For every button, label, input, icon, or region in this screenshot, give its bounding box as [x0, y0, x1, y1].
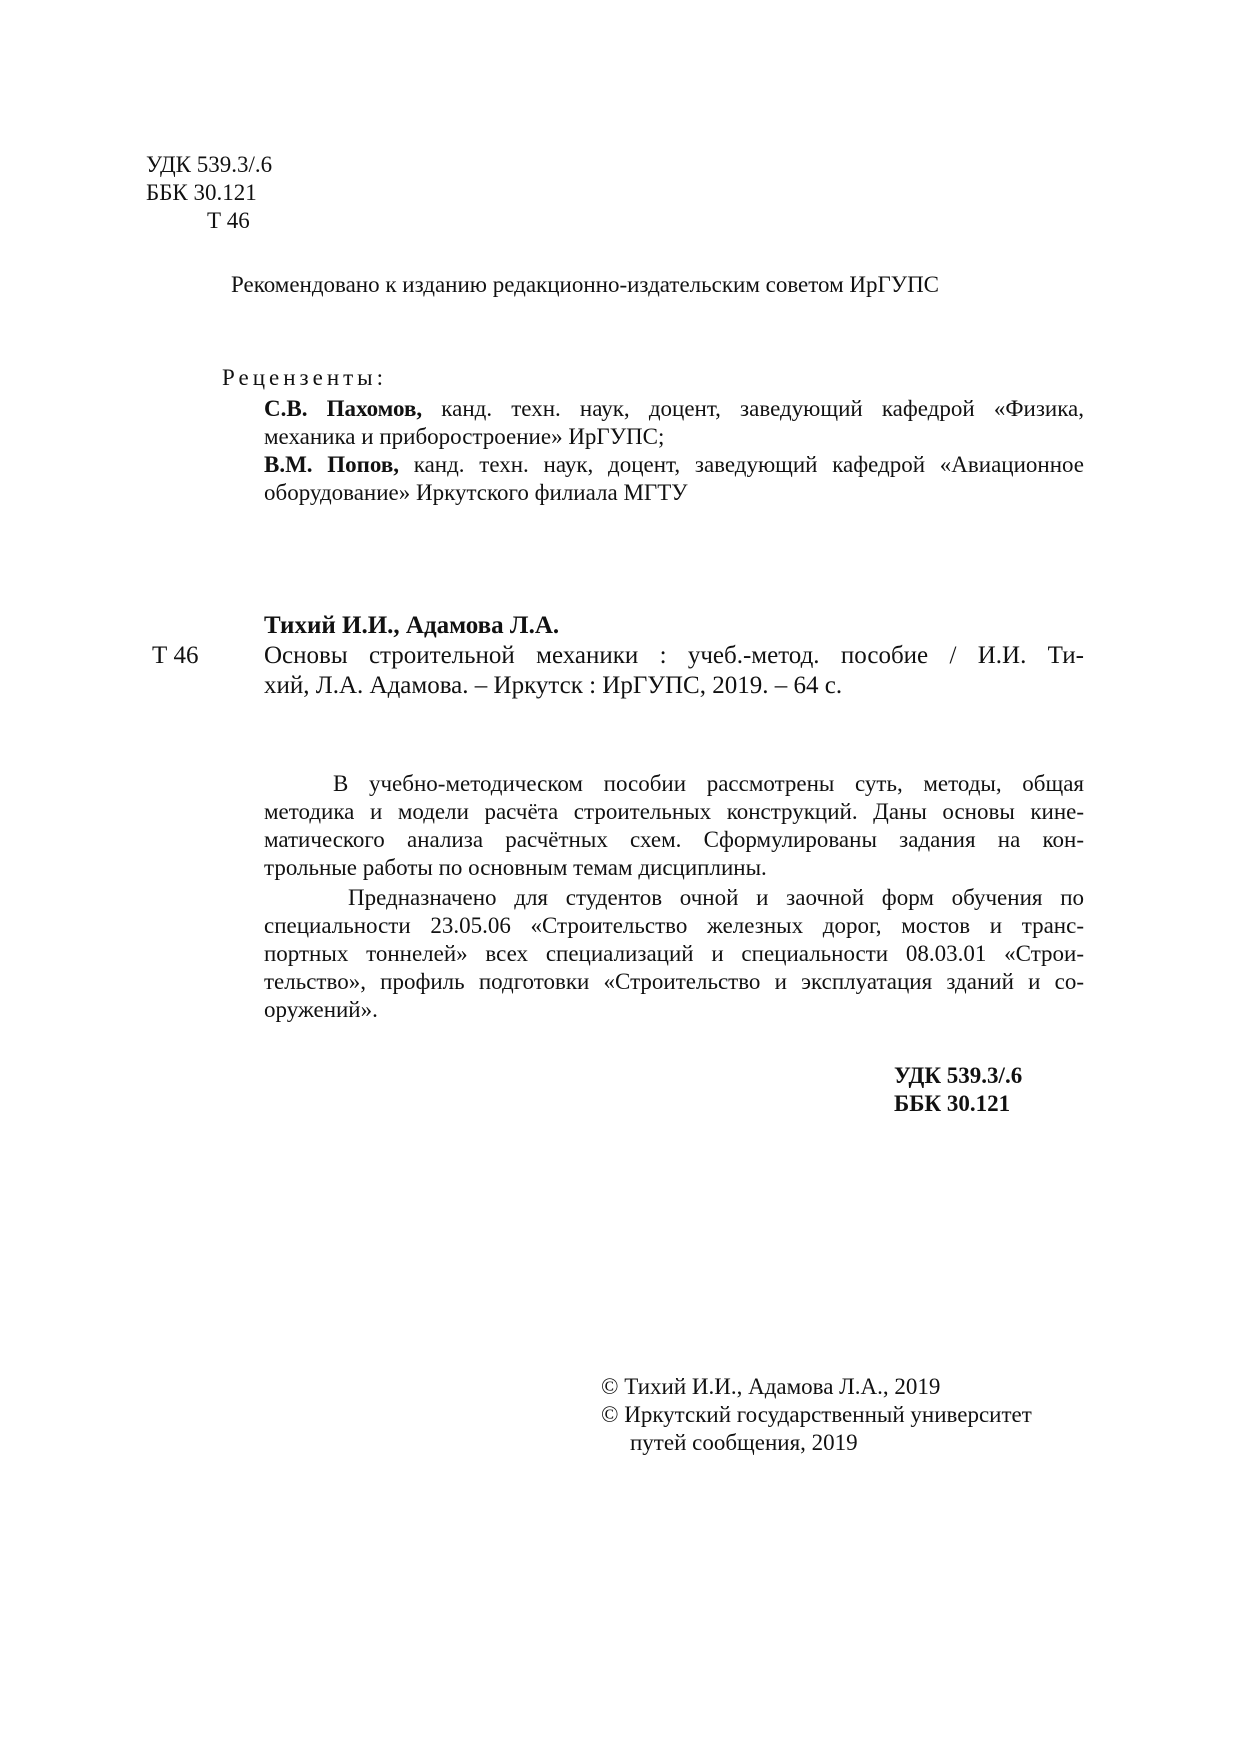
bbk-code: ББК 30.121 [146, 180, 257, 205]
abstract-p1-line-4: трольные работы по основным темам дисциплины. [264, 855, 767, 880]
abstract-p2-line-4: тельство», профиль подготовки «Строительство и эксплуатация зданий и со- [264, 969, 1084, 994]
abstract-p1-line-1: В учебно-методическом пособии рассмотрены суть, методы, общая [333, 771, 1084, 796]
reviewer-2-line-2: оборудование» Иркутского филиала МГТУ [264, 480, 688, 505]
abstract-p2-line-3: портных тоннелей» всех специализаций и специальности 08.03.01 «Строи- [264, 941, 1084, 966]
abstract-p2-line-2: специальности 23.05.06 «Строительство железных дорог, мостов и транс- [264, 913, 1084, 938]
book-authors: Тихий И.И., Адамова Л.А. [264, 612, 560, 639]
abstract-p1-line-3: матического анализа расчётных схем. Сформулированы задания на кон- [264, 827, 1084, 852]
reviewers-heading: Рецензенты: [222, 365, 388, 390]
reviewer-1-name: С.В. Пахомов, [264, 396, 423, 421]
reviewer-1-desc: канд. техн. наук, доцент, заведующий кафедрой «Физика, [441, 396, 1084, 421]
bbk-code-bottom: ББК 30.121 [894, 1091, 1011, 1116]
udk-code: УДК 539.3/.6 [146, 152, 273, 177]
copyright-university: © Иркутский государственный университет [601, 1402, 1032, 1427]
abstract-p2-line-5: оружений». [264, 997, 378, 1022]
author-mark: Т 46 [207, 208, 250, 233]
reviewer-2-name: В.М. Попов, [264, 452, 400, 477]
reviewer-1-line-1 [264, 395, 1084, 423]
bib-author-mark: Т 46 [152, 642, 199, 669]
abstract-p2-line-1: Предназначено для студентов очной и заочной форм обучения по [348, 885, 1084, 910]
bib-line-1: Основы строительной механики : учеб.-метод. пособие / И.И. Ти- [264, 642, 1084, 669]
abstract-p1-line-2: методика и модели расчёта строительных конструкций. Даны основы кине- [264, 799, 1084, 824]
recommendation: Рекомендовано к изданию редакционно-издательским советом ИрГУПС [231, 272, 940, 297]
copyright-university-cont: путей сообщения, 2019 [630, 1430, 858, 1455]
reviewer-2-desc: канд. техн. наук, доцент, заведующий кафедрой «Авиационное [413, 452, 1085, 477]
bib-line-2: хий, Л.А. Адамова. – Иркутск : ИрГУПС, 2019. – 64 с. [264, 672, 843, 699]
reviewer-2-line-1 [264, 451, 1084, 479]
reviewer-1-line-2: механика и приборостроение» ИрГУПС; [264, 424, 665, 449]
udk-code-bottom: УДК 539.3/.6 [894, 1063, 1023, 1088]
copyright-authors: © Тихий И.И., Адамова Л.А., 2019 [601, 1374, 941, 1399]
